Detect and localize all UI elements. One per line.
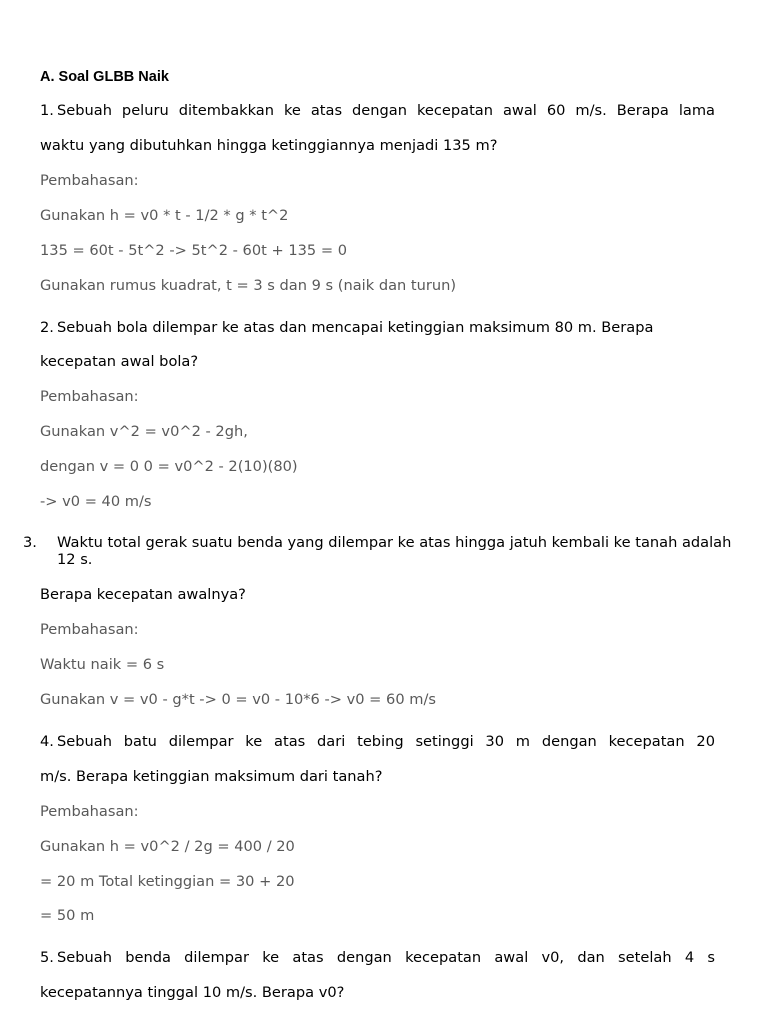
solution-4-label: Pembahasan:	[40, 803, 139, 820]
solution-4-line-3: = 50 m	[40, 907, 95, 924]
question-5-text-2: kecepatannya tinggal 10 m/s. Berapa v0?	[40, 984, 345, 1001]
solution-3-line-2: Gunakan v = v0 - g*t -> 0 = v0 - 10*6 -> v0 = 60 m/s	[40, 691, 436, 708]
question-5-line-1	[40, 949, 715, 967]
question-5-number: 5.	[40, 949, 54, 966]
question-4-text-2: m/s. Berapa ketinggian maksimum dari tanah?	[40, 768, 383, 785]
solution-2-line-2: dengan v = 0 0 = v0^2 - 2(10)(80)	[40, 458, 298, 475]
question-2-line-1	[40, 319, 715, 337]
question-1-text-2: waktu yang dibutuhkan hingga ketinggiannya menjadi 135 m?	[40, 137, 498, 154]
question-3-line-1	[23, 534, 732, 568]
question-1-line-1	[40, 102, 715, 120]
question-4-line-1	[40, 733, 715, 751]
solution-2-line-1: Gunakan v^2 = v0^2 - 2gh,	[40, 423, 248, 440]
question-5-text-1: Sebuah benda dilempar ke atas dengan kecepatan awal v0, dan setelah 4 s	[57, 949, 715, 966]
solution-1-line-2: 135 = 60t - 5t^2 -> 5t^2 - 60t + 135 = 0	[40, 242, 347, 259]
solution-1-label: Pembahasan:	[40, 172, 139, 189]
solution-1-line-1: Gunakan h = v0 * t - 1/2 * g * t^2	[40, 207, 289, 224]
question-3-text-2: Berapa kecepatan awalnya?	[40, 586, 246, 603]
solution-2-line-3: -> v0 = 40 m/s	[40, 493, 152, 510]
question-2-text-1: Sebuah bola dilempar ke atas dan mencapai ketinggian maksimum 80 m. Berapa	[57, 319, 654, 336]
solution-4-line-1: Gunakan h = v0^2 / 2g = 400 / 20	[40, 838, 295, 855]
question-3-number: 3.	[23, 534, 37, 551]
solution-1-line-3: Gunakan rumus kuadrat, t = 3 s dan 9 s (naik dan turun)	[40, 277, 457, 294]
section-title: A. Soal GLBB Naik	[40, 69, 169, 85]
question-4-text-1: Sebuah batu dilempar ke atas dari tebing setinggi 30 m dengan kecepatan 20	[57, 733, 715, 750]
solution-3-label: Pembahasan:	[40, 621, 139, 638]
question-2-number: 2.	[40, 319, 54, 336]
question-1-text-1: Sebuah peluru ditembakkan ke atas dengan kecepatan awal 60 m/s. Berapa lama	[57, 102, 715, 119]
solution-3-line-1: Waktu naik = 6 s	[40, 656, 165, 673]
question-1-number: 1.	[40, 102, 54, 119]
solution-4-line-2: = 20 m Total ketinggian = 30 + 20	[40, 873, 295, 890]
question-2-text-2: kecepatan awal bola?	[40, 353, 199, 370]
solution-2-label: Pembahasan:	[40, 388, 139, 405]
question-3-text-1: Waktu total gerak suatu benda yang dilempar ke atas hingga jatuh kembali ke tanah adalah 12 s.	[57, 534, 732, 568]
question-4-number: 4.	[40, 733, 54, 750]
